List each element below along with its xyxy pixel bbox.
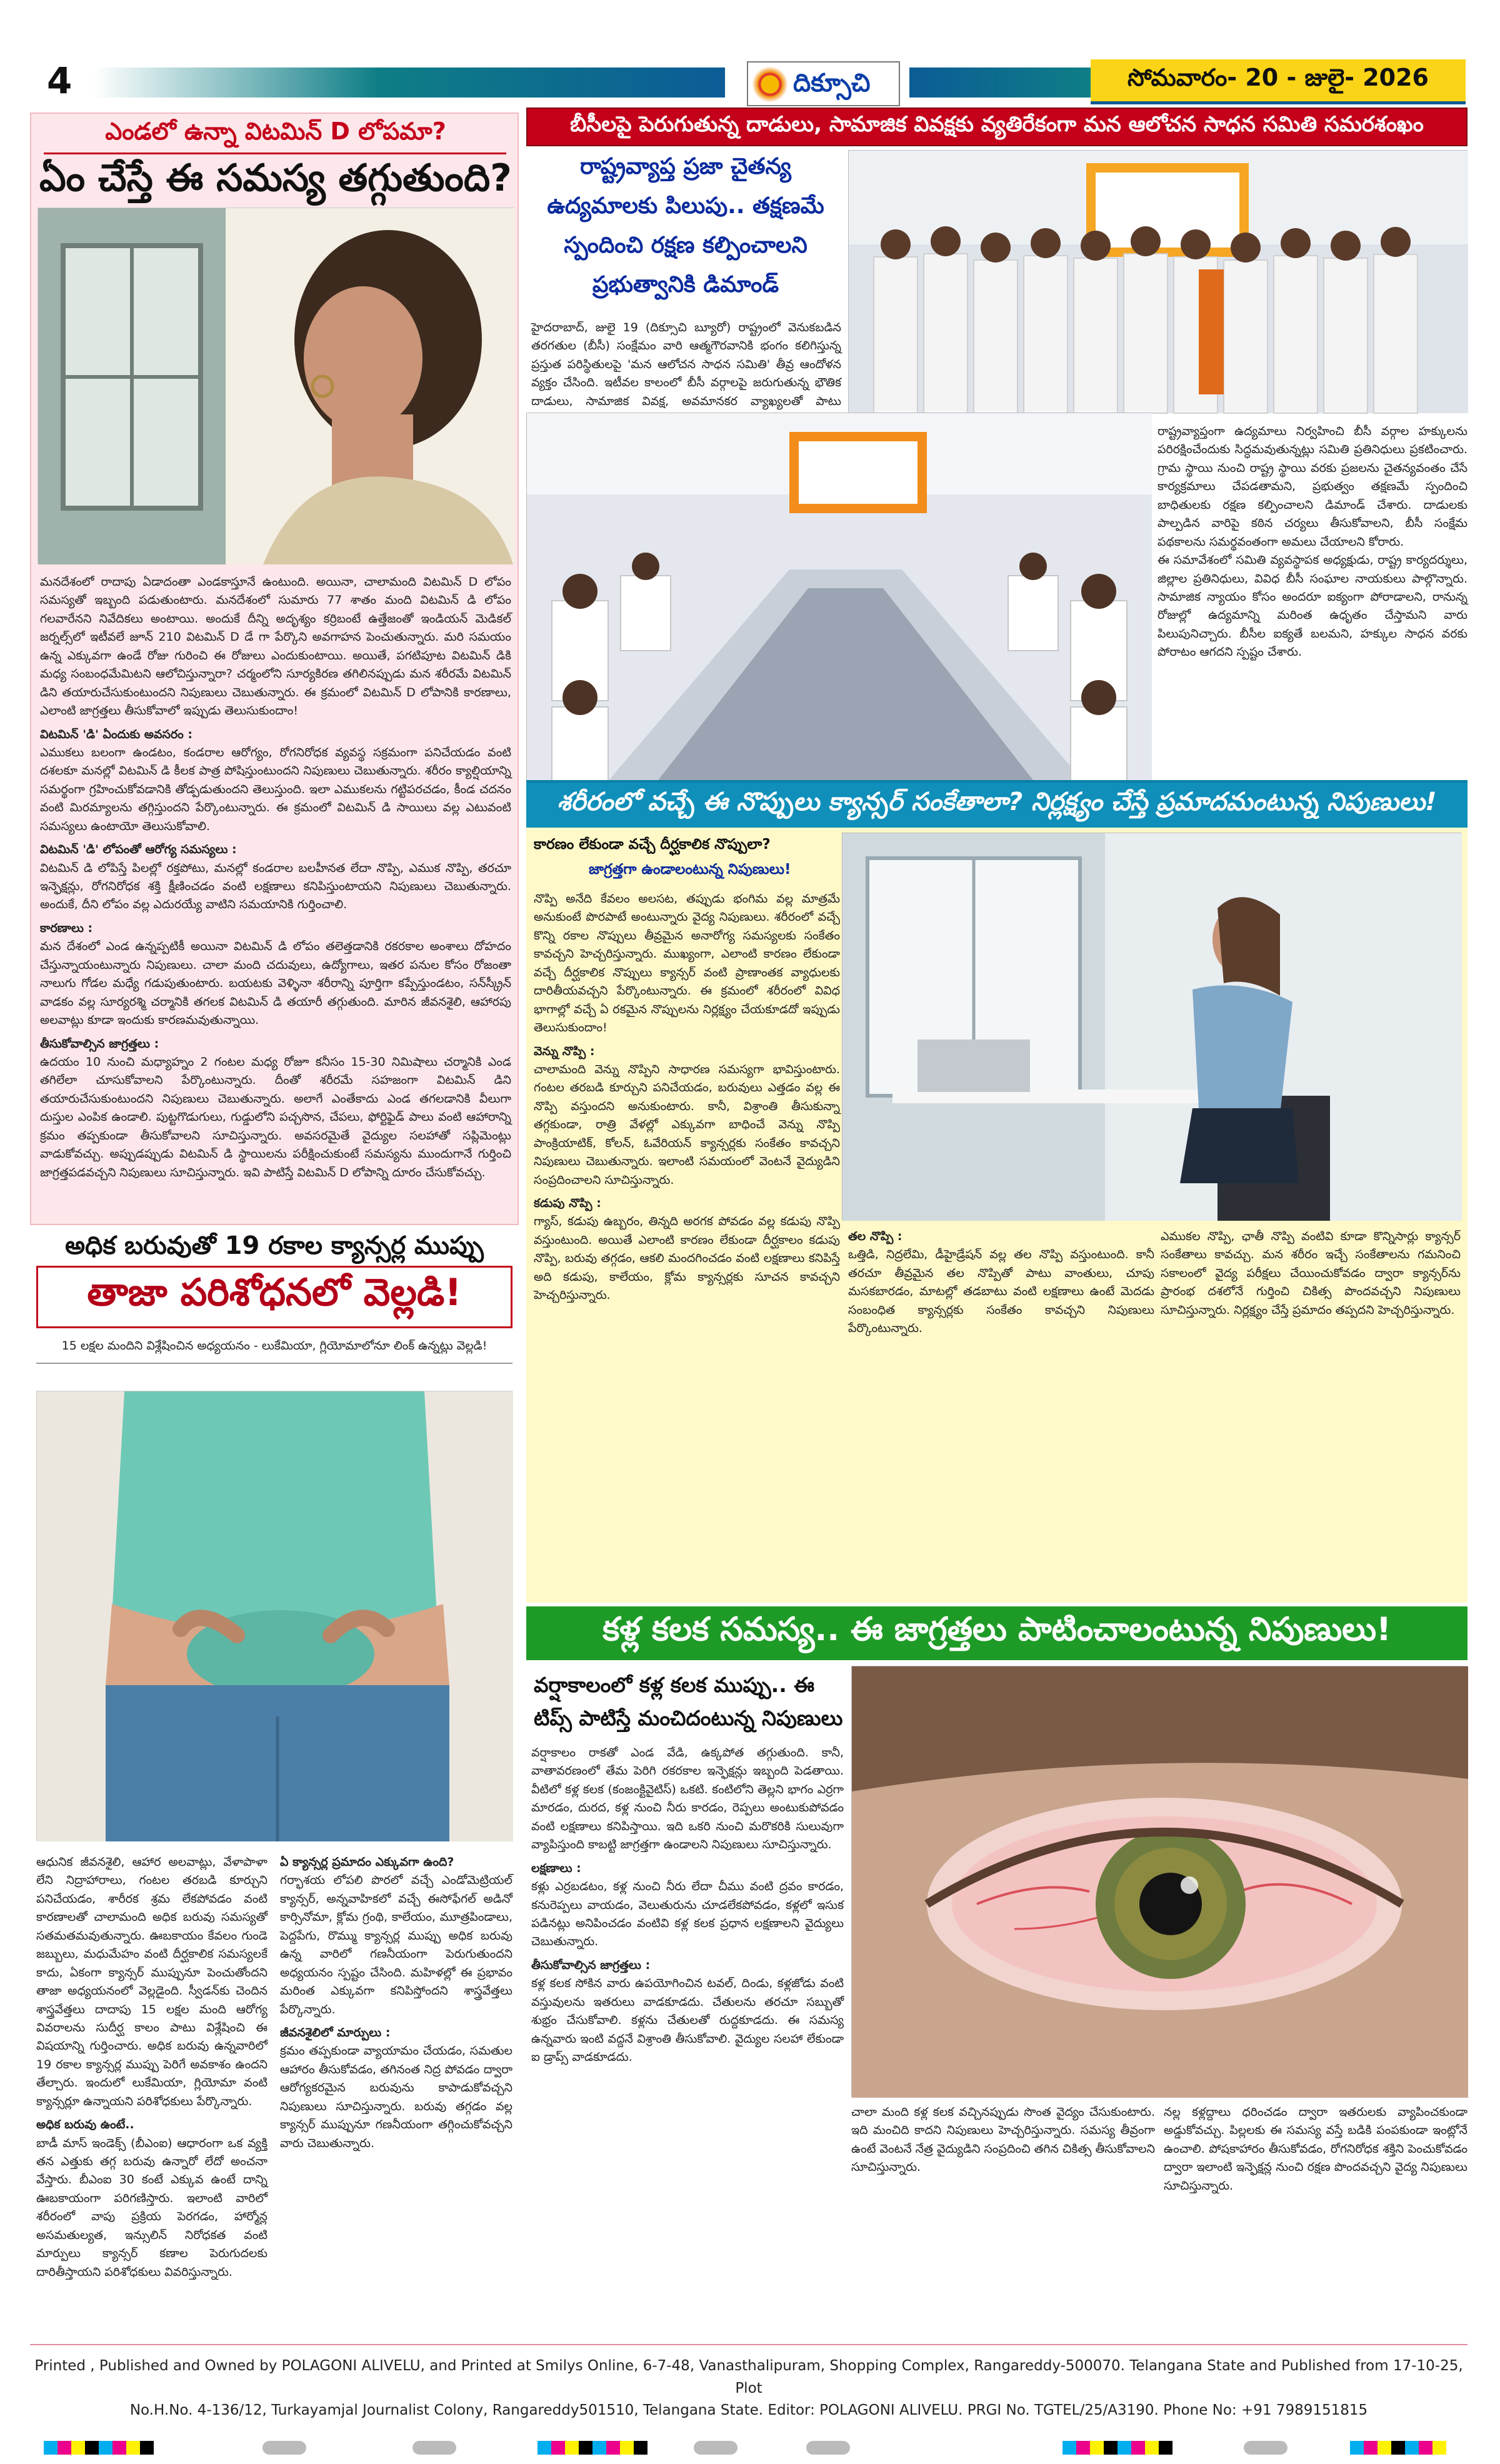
vitamin-paragraph: ఎముకలు బలంగా ఉండటం, కండరాల ఆరోగ్యం, రోగనిరోధక వ్యవస్థ సక్రమంగా పనిచేయడం వంటి దశలకూ మనల్లో విటమిన్ డి కీలక పాత్ర పోషిస్తుంటుందని నిపుణులు చెబుతున్నారు. శరీరం క్యాల్షియాన్ని సమర్థంగా గ్రహించుకోవడానికి తోడ్పడుతుందని తెలుస్తుంది. ఇలా ఎముకలను గట్టిపరచడం, కీండ చదనం వంటి మిరమ్యాలను తగ్గిస్తుందని పేర్కొంటున్నారు. ఈ క్రమంలో విటమిన్ డి సాయిలు వల్ల ఎటువంటి సమస్యలు ఉంటాయో తెలుసుకోవాలి. [40, 745, 511, 833]
caption-divider [36, 1363, 512, 1364]
vitamin-paragraph: మన దేశంలో ఎండ ఉన్నప్పటికీ అయినా విటమిన్ డి లోపం తలెత్తడానికి రకరకాల అంశాలు దోహదం చేస్తున్నాయంటున్నారు నిపుణులు. చాలా మంది చదువులు, ఉద్యోగాలు, ఇతర పనుల కోసం రోజంతా నాలుగు గోడల మధ్యే గడుపుతుంటారు. బయటకు వెళ్ళినా శరీరాన్ని పూర్తిగా కప్పేస్తుండటం, సన్‌స్క్రీన్ వాడకం వల్ల సూర్యరశ్మి చర్మానికి తగలక విటమిన్ డి తయారీ తగ్గుతుంది. మారిన జీవనశైలి, ఆహారపు అలవాట్లు కూడా ఇందుకు కారణమవుతున్నాయి. [40, 939, 511, 1028]
color-registration-strip-left [44, 2441, 154, 2455]
cancer-pain-paragraph: చాలామంది వెన్ను నొప్పిని సాధారణ సమస్యగా భావిస్తుంటారు. గంటల తరబడి కూర్చుని పనిచేయడం, బరువులు ఎత్తడం వల్ల ఈ నొప్పి వస్తుందని అనుకుంటారు. కానీ, విశ్రాంతి తీసుకున్నా తగ్గకుండా, రాత్రి వేళల్లో ఎక్కువగా బాధించే వెన్ను నొప్పి పాంక్రియాటిక్, కోలన్, ఓవేరియన్ క్యాన్సర్లకు సంకేతం కావచ్చని నిపుణులు చెబుతున్నారు. ఇలాంటి సమయంలో వెంటనే వైద్యుడిని సంప్రదించాలని సూచిస్తున్నారు. [534, 1062, 840, 1187]
cancer-risk-subhead: ఏ క్యాన్సర్ల ప్రమాదం ఎక్కువగా ఉంది? [280, 1855, 454, 1869]
vitamin-headline: ఏం చేస్తే ఈ సమస్య తగ్గుతుంది? [39, 156, 512, 200]
back-pain-woman-photo [842, 833, 1461, 1220]
eye-article-bar: కళ్ల కలక సమస్య.. ఈ జాగ్రత్తలు పాటించాలంటున్న నిపుణులు! [526, 1606, 1468, 1660]
masthead [0, 0, 1500, 113]
color-registration-strip-end [1350, 2441, 1446, 2455]
vitamin-kicker: ఎండలో ఉన్నా విటమిన్ D లోపమా? [105, 118, 446, 145]
cancer-risk-kicker: అధిక బరువుతో 19 రకాల క్యాన్సర్ల ముప్పు [65, 1231, 484, 1260]
cancer-pain-body-col3: ఎముకల నొప్పి, ఛాతీ నొప్పి వంటివి కూడా కొన్నిసార్లు క్యాన్సర్ సంకేతాలు కావచ్చు. మన శరీరం ఇచ్చే సంకేతాలను గమనించి సకాలంలో వైద్య పరీక్షలు చేయించుకోవడం ద్వారా క్యాన్సర్‌ను ప్రారంభ దశలోనే గుర్తించి చికిత్స పొందవచ్చని నిపుణులు సూచిస్తున్నారు. నిర్లక్ష్యం చేస్తే ప్రమాదం తప్పదని హెచ్చరిస్తున్నారు. [1161, 1229, 1461, 1317]
registration-pill [694, 2441, 738, 2455]
cancer-risk-banner: తాజా పరిశోధనలో వెల్లడి! [36, 1266, 512, 1328]
print-line [30, 2355, 1468, 2422]
cancer-risk-paragraph: గర్భాశయ లోపలి పొరలో వచ్చే ఎండోమెట్రియల్ క్యాన్సర్, అన్నవాహికలో వచ్చే ఈసోఫేగల్ అడినో కార్సినోమా, క్లోమ గ్రంథి, కాలేయం, మూత్రపిండాలు, పెద్దపేగు, రొమ్ము క్యాన్సర్ల ముప్పు అధిక బరువు ఉన్న వారిలో గణనీయంగా పెరుగుతుందని అధ్యయనం స్పష్టం చేసింది. మహిళల్లో ఈ ప్రభావం మరింత ఎక్కువగా కనిపిస్తోందని శాస్త్రవేత్తలు పేర్కొన్నారు. [280, 1873, 512, 2016]
bc-protest-paragraph: రాష్ట్రవ్యాప్తంగా ఉద్యమాలు నిర్వహించి బీసీ వర్గాల హక్కులను పరిరక్షించేందుకు సిద్ధమవుతున్నట్లు సమితి ప్రతినిధులు ప్రకటించారు. గ్రామ స్థాయి నుంచి రాష్ట్ర స్థాయి వరకు ప్రజలను చైతన్యవంతం చేసే కార్యక్రమాలు చేపడతామని, ప్రభుత్వం తక్షణమే స్పందించి బాధితులకు రక్షణ కల్పించాలని డిమాండ్ చేశారు. దాడులకు పాల్పడిన వారిపై కఠిన చర్యలు తీసుకోవాలని, బీసీ సంక్షేమ పథకాలను సమర్థవంతంగా అమలు చేయాలని కోరారు. [1158, 424, 1468, 549]
bc-meeting-hall-photo [526, 413, 1151, 788]
cancer-risk-paragraph: క్రమం తప్పకుండా వ్యాయామం చేయడం, సమతుల ఆహారం తీసుకోవడం, తగినంత నిద్ర పోవడం ద్వారా ఆరోగ్యకరమైన బరువును కాపాడుకోవచ్చని నిపుణులు సూచిస్తున్నారు. బరువు తగ్గడం వల్ల క్యాన్సర్ ముప్పునూ గణనీయంగా తగ్గించుకోవచ్చని వారు చెబుతున్నారు. [280, 2044, 512, 2150]
eye-body-col2: చాలా మంది కళ్ల కలక వచ్చినప్పుడు సొంత వైద్యం చేసుకుంటారు. ఇది మంచిది కాదని నిపుణులు హెచ్చరిస్తున్నారు. సమస్య తీవ్రంగా ఉంటే వెంటనే నేత్ర వైద్యుడిని సంప్రదించి తగిన చికిత్స తీసుకోవాలని సూచిస్తున్నారు. [851, 2105, 1155, 2175]
cancer-pain-paragraph: గ్యాస్, కడుపు ఉబ్బరం, తిన్నది అరగక పోవడం వల్ల కడుపు నొప్పి వస్తుంటుంది. అయితే ఎలాంటి కారణం లేకుండా దీర్ఘకాలం కడుపు నొప్పి, బరువు తగ్గడం, ఆకలి మందగించడం వంటి లక్షణాలు కనిపిస్తే అది కడుపు, కాలేయం, క్లోమ క్యాన్సర్లకు సూచన కావచ్చని హెచ్చరిస్తున్నారు. [534, 1214, 840, 1303]
vitamin-paragraph: విటమిన్ డి లోపిస్తే పిలల్లో రక్తపోటు, మనల్లో కండరాల బలహీనత లేదా నొప్పి, ఎముక నొప్పి, తరచూ ఇన్ఫెక్షన్లు, రోగనిరోధక శక్తి క్షీణించడం వంటి లక్షణాలు కనిపిస్తుంటాయని నిపుణులు చెబుతున్నారు. అందుకే, దీని లోపం వల్ల ఎదురయ్యే వాటిని సమయానికి గుర్తించాలి. [40, 861, 511, 912]
footer-divider [30, 2344, 1468, 2345]
bc-protest-lead: హైదరాబాద్, జులై 19 (దిక్సూచి బ్యూరో) రాష్ట్రంలో వెనుకబడిన తరగతుల (బీసీ) సంక్షేమం వారి ఆత్మగౌరవానికి భంగం కలిగిస్తున్న ప్రస్తుత పరిస్థితులపై 'మన ఆలోచన సాధన సమితి' తీవ్ర ఆందోళన వ్యక్తం చేసింది. ఇటీవల కాలంలో బీసీ వర్గాలపై జరుగుతున్న భౌతిక దాడులు, సామాజిక వివక్ష, అవమానకర వ్యాఖ్యలతో పాటు [531, 321, 841, 408]
eye-headline: వర్షాకాలంలో కళ్ల కలక ముప్పు.. ఈ టిప్స్ పాటిస్తే మంచిదంటున్న నిపుణులు [534, 1673, 843, 1730]
registration-pill [262, 2441, 306, 2455]
bc-protest-headline: రాష్ట్రవ్యాప్త ప్రజా చైతన్య ఉద్యమాలకు పిలుపు.. తక్షణమే స్పందించి రక్షణ కల్పించాలని ప్రభుత్వానికి డిమాండ్ [547, 154, 824, 298]
vitamin-paragraph: ఉదయం 10 నుంచి మధ్యాహ్నం 2 గంటల మధ్య రోజూ కనీసం 15-30 నిమిషాలు చర్మానికి ఎండ తగిలేలా చూసుకోవాలని పేర్కొంటున్నారు. దీంతో శరీరమే సహజంగా విటమిన్ డిని తయారుచేసుకుంటుందని నిపుణులు చెబుతున్నారు. అలాగే ఎంతేకాదు ఎండ తగలడానికి వీలుగా దుస్తుల ఎంపిక ఉండాలి. పుట్టగొడుగులు, గుడ్డులోని పచ్చసొన, చేపలు, ఫోర్టిఫైడ్ పాలు వంటి ఆహారాన్ని క్రమం తప్పకుండా తీసుకోవాలని సూచిస్తున్నారు. అవసరమైతే వైద్యుల సలహాతో సప్లిమెంట్లు వాడుకోవచ్చు. అప్పుడప్పుడు విటమిన్ డి స్థాయిలను పరీక్షించుకుంటే సమస్యను ముందుగానే గుర్తించి జాగ్రత్తపడవచ్చని నిపుణులు సూచిస్తున్నారు. ఇవి పాటిస్తే విటమిన్ D లోపాన్ని దూరం చేసుకోవచ్చు. [40, 1054, 511, 1179]
vitamin-body [40, 573, 511, 1217]
eye-paragraph: కళ్లు ఎర్రబడటం, కళ్ల నుంచి నీరు లేదా చీము వంటి ద్రవం కారడం, కనురెప్పలు వాయడం, వెలుతురును చూడలేకపోవడం, కళ్లలో ఇసుక పడినట్లు అనిపించడం వంటివి కళ్ల కలక ప్రధాన లక్షణాలని వైద్యులు చెబుతున్నారు. [531, 1880, 844, 1949]
cancer-risk-caption: 15 లక్షల మందిని విశ్లేషించిన అధ్యయనం - లుకేమియా, గ్లియోమాలోనూ లింక్ ఉన్నట్లు వెల్లడి! [61, 1339, 488, 1353]
vitamin-subhead: విటమిన్ 'డి' లోపంతో ఆరోగ్య సమస్యలు : [40, 843, 237, 857]
eye-body-col1 [531, 1744, 844, 2338]
eye-subhead: తీసుకోవాల్సిన జాగ్రత్తలు : [531, 1958, 651, 1972]
bc-meeting-group-photo [848, 150, 1468, 413]
page-number: 4 [47, 59, 72, 102]
eye-body-col3: నల్ల కళ్లద్దాలు ధరించడం ద్వారా ఇతరులకు వ్యాపించకుండా అడ్డుకోవచ్చు. పిల్లలకు ఈ సమస్య వస్తే బడికి పంపకుండా ఇంట్లోనే ఉంచాలి. పోషకాహారం తీసుకోవడం, రోగనిరోధక శక్తిని పెంచుకోవడం ద్వారా ఇలాంటి ఇన్ఫెక్షన్ల నుంచి రక్షణ పొందవచ్చని వైద్య నిపుణులు సూచిస్తున్నారు. [1164, 2105, 1468, 2193]
cancer-pain-body-col2 [848, 1228, 1154, 1593]
imprint-line-2: No.H.No. 4-136/12, Turkayamjal Journalist Colony, Rangareddy501510, Telangana State. Editor: POLAGONI ALIVELU. PRGI No. TGTEL/25/A3190. Phone No: +91 7989151815 [129, 2402, 1368, 2419]
issue-date: సోమవారం- 20 - జులై- 2026 [1091, 59, 1466, 104]
cancer-pain-subhead: తల నొప్పి : [848, 1229, 902, 1243]
cancer-pain-bar: శరీరంలో వచ్చే ఈ నొప్పులు క్యాన్సర్ సంకేతాలా? నిర్లక్ష్యం చేస్తే ప్రమాదమంటున్న నిపుణులు! [526, 783, 1468, 828]
cancer-risk-paragraph: బాడీ మాస్ ఇండెక్స్ (బీఎంఐ) ఆధారంగా ఒక వ్యక్తి తన ఎత్తుకు తగ్గ బరువు ఉన్నారో లేదో అంచనా వేస్తారు. బీఎంఐ 30 కంటే ఎక్కువ ఉంటే దాన్ని ఊబకాయంగా పరిగణిస్తారు. ఇలాంటి వారిలో శరీరంలో వాపు ప్రక్రియ పెరగడం, హార్మోన్ల అసమతుల్యత, ఇన్సులిన్ నిరోధకత వంటి మార్పులు క్యాన్సర్ కణాల పెరుగుదలకు దారితీస్తాయని పరిశోధకులు వివరిస్తున్నారు. [36, 2136, 268, 2279]
cancer-risk-subhead: అధిక బరువు ఉంటే.. [36, 2118, 134, 2132]
registration-pill [806, 2441, 850, 2455]
cancer-pain-paragraph: ఒత్తిడి, నిద్రలేమి, డీహైడ్రేషన్ వల్ల తల నొప్పి వస్తుంటుంది. కానీ తరచూ తీవ్రమైన తల నొప్పితో పాటు వాంతులు, చూపు మసకబారడం, మాటల్లో తడబాటు వంటి లక్షణాలు ఉంటే మెదడు సంబంధిత క్యాన్సర్లకు సంకేతం కావచ్చని నిపుణులు పేర్కొంటున్నారు. [848, 1248, 1154, 1336]
vitamin-paragraph: మనదేశంలో రాదాపు ఏడాదంతా ఎండకాస్తూనే ఉంటుంది. అయినా, చాలామంది విటమిన్ D లోపం సమస్యతో ఇబ్బంది పడుతుంటారు. మనదేశంలో సుమారు 77 శాతం మంది విటమిన్ డి లోపం గలవారేనని నివేదికలు అంటాయి. అందుకే దీన్ని అదృశ్యం కర్రిబంటే ఉత్తేజంతో ఇండియన్ మెడికల్ జర్నల్స్‌లో ఇటీవలే జూన్ 210 విటమిన్ D డే గా పేర్కొని అవగాహన పెంచుతున్నారు. మరి సమయం ఉన్న ఎక్కువగా ఉండే రోజు గురించి ఈ రోజులు ఎందుకుంటాయి. అయితే, పగటిపూట విటమిన్ డికి మధ్య సంబంధమేమిటని ఆలోచిస్తున్నారా? చర్మంలోని సూర్యకిరణ తగిలినప్పుడు మన శరీరమే విటమిన్ డిని తయారుచేసుకుంటుందని నిపుణులు చెబుతున్నారు. ఈ క్రమంలో విటమిన్ D లోపానికి కారణాలు, ఎలాంటి జాగ్రత్తలు తీసుకోవాలో ఇప్పుడు తెలుసుకుందాం! [40, 575, 511, 718]
bc-protest-paragraph: ఈ సమావేశంలో సమితి వ్యవస్థాపక అధ్యక్షుడు, రాష్ట్ర కార్యదర్శులు, జిల్లాల ప్రతినిధులు, వివిధ బీసీ సంఘాల నాయకులు పాల్గొన్నారు. సామాజిక న్యాయం కోసం అందరూ ఐక్యంగా పోరాడాలని, రానున్న రోజుల్లో ఉద్యమాన్ని మరింత ఉధృతం చేస్తామని వారు పిలుపునిచ్చారు. బీసీల ఐక్యతే బలమని, హక్కుల సాధన వరకు పోరాటం ఆగదని స్పష్టం చేశారు. [1158, 553, 1468, 659]
imprint-line-1: Printed , Published and Owned by POLAGONI ALIVELU, and Printed at Smilys Online, 6-7-48, Vanasthalipuram, Shopping Complex, Rangareddy-500070. Telangana State and Published from 17-10-25, Plot [34, 2358, 1463, 2396]
vitamin-d-article [30, 113, 519, 1225]
color-registration-strip-right [1062, 2441, 1172, 2455]
bc-protest-body-right [1158, 418, 1468, 777]
cancer-risk-subhead: జీవనశైలిలో మార్పులు : [280, 2025, 391, 2040]
masthead-bar-right [909, 68, 1091, 98]
cancer-pain-lead: కారణం లేకుండా వచ్చే దీర్ఘకాలిక నొప్పులా? [534, 836, 771, 853]
vitamin-subhead: విటమిన్ 'డి' ఏందుకు అవసరం : [40, 727, 192, 741]
sunlight-woman-photo [38, 208, 514, 564]
registration-pill [1244, 2441, 1288, 2455]
vitamin-subhead: కారణాలు : [40, 921, 93, 935]
cancer-pain-subhead: కడుపు నొప్పి : [534, 1196, 601, 1210]
eye-paragraph: వర్షాకాలం రాకతో ఎండ వేడి, ఉక్కపోత తగ్గుతుంది. కానీ, వాతావరణంలో తేమ పెరిగి రకరకాల ఇన్ఫెక్షన్లు ఇబ్బంది పెడతాయి. వీటిలో కళ్ల కలక (కంజంక్టివైటిస్) ఒకటి. కంటిలోని తెల్లని భాగం ఎర్రగా మారడం, దురద, కళ్ల నుంచి నీరు కారడం, రెప్పలు అంటుకుపోవడం వంటి లక్షణాలు కనిపిస్తాయి. ఇది ఒకరి నుంచి మరొకరికి సులువుగా వ్యాపిస్తుంది కాబట్టి జాగ్రత్తగా ఉండాలని నిపుణులు సూచిస్తున్నారు. [531, 1746, 844, 1852]
cancer-pain-subhead: వెన్ను నొప్పి : [534, 1044, 595, 1058]
cancer-pain-body-col1 [534, 890, 840, 1593]
cancer-pain-lead-2: జాగ్రత్తగా ఉండాలంటున్న నిపుణులు! [589, 861, 791, 878]
left-column [30, 113, 519, 2338]
eye-subhead: లక్షణాలు : [531, 1861, 581, 1875]
newspaper-logo[interactable] [747, 61, 900, 106]
belly-fat-photo [36, 1391, 512, 1841]
cancer-risk-paragraph: ఆధునిక జీవనశైలి, ఆహార అలవాట్లు, వేళాపాళా లేని నిద్రాహారాలు, గంటల తరబడి కూర్చుని పనిచేయడం, శారీరక శ్రమ లేకపోవడం వంటి కారణాలతో చాలామంది అధిక బరువు సమస్యతో సతమతమవుతున్నారు. ఊబకాయం కేవలం గుండె జబ్బులు, మధుమేహం వంటి దీర్ఘకాలిక సమస్యలకే కాదు, ఏకంగా క్యాన్సర్ ముప్పునూ పెంచుతోందని తాజా అధ్యయనంలో వెల్లడైంది. స్వీడన్‌కు చెందిన శాస్త్రవేత్తలు దాదాపు 15 లక్షల మంది ఆరోగ్య వివరాలను సుదీర్ఘ కాలం పాటు విశ్లేషించి ఈ విషయాన్ని గుర్తించారు. అధిక బరువు ఉన్నవారిలో 19 రకాల క్యాన్సర్ల ముప్పు పెరిగే అవకాశం ఉందని తేల్చారు. ఇందులో లుకేమియా, గ్లియోమా వంటి క్యాన్సర్లూ ఉన్నాయని పరిశోధకులు పేర్కొన్నారు. [36, 1855, 268, 2108]
color-registration-strip-mid [538, 2441, 648, 2455]
red-eye-photo [851, 1666, 1468, 2097]
cancer-pain-paragraph: నొప్పి అనేది కేవలం అలసట, తప్పుడు భంగిమ వల్ల మాత్రమే అనుకుంటే పొరపాటే అంటున్నారు వైద్య నిపుణులు. శరీరంలో వచ్చే కొన్ని రకాల నొప్పులు తీవ్రమైన అనారోగ్య సమస్యలకు సంకేతం కావచ్చని హెచ్చరిస్తున్నారు. ముఖ్యంగా, ఎలాంటి కారణం లేకుండా వచ్చే దీర్ఘకాలిక నొప్పులు క్యాన్సర్ వంటి ప్రాణాంతక వ్యాధులకు దారితీయవచ్చని పేర్కొంటున్నారు. ఈ క్రమంలో శరీరంలో వివిధ భాగాల్లో వచ్చే ఏ రకమైన నొప్పులను నిర్లక్ష్యం చేయకూడదో ఇప్పుడు తెలుసుకుందాం! [534, 892, 840, 1035]
vitamin-subhead: తీసుకోవాల్సిన జాగ్రత్తలు : [40, 1036, 159, 1051]
compass-sun-icon [752, 66, 788, 103]
eye-paragraph: కళ్ల కలక సోకిన వారు ఉపయోగించిన టవల్, దిండు, కళ్లజోడు వంటి వస్తువులను ఇతరులు వాడకూడదు. చేతులను తరచూ సబ్బుతో శుభ్రం చేసుకోవాలి. కళ్లను చేతులతో రుద్దకూడదు. ఈ సమస్య ఉన్నవారు ఇంటి వద్దనే విశ్రాంతి తీసుకోవాలి. వైద్యుల సలహా లేకుండా ఐ డ్రాప్స్ వాడకూడదు. [531, 1976, 844, 2064]
bc-protest-ribbon: బీసీలపై పెరుగుతున్న దాడులు, సామాజిక వివక్షకు వ్యతిరేకంగా మన ఆలోచన సాధన సమితి సమరశంఖం [526, 108, 1468, 146]
logo-text: దిక్సూచి [793, 69, 871, 98]
registration-pill [412, 2441, 456, 2455]
kicker-underline [44, 153, 506, 154]
masthead-bar-left [94, 68, 725, 98]
